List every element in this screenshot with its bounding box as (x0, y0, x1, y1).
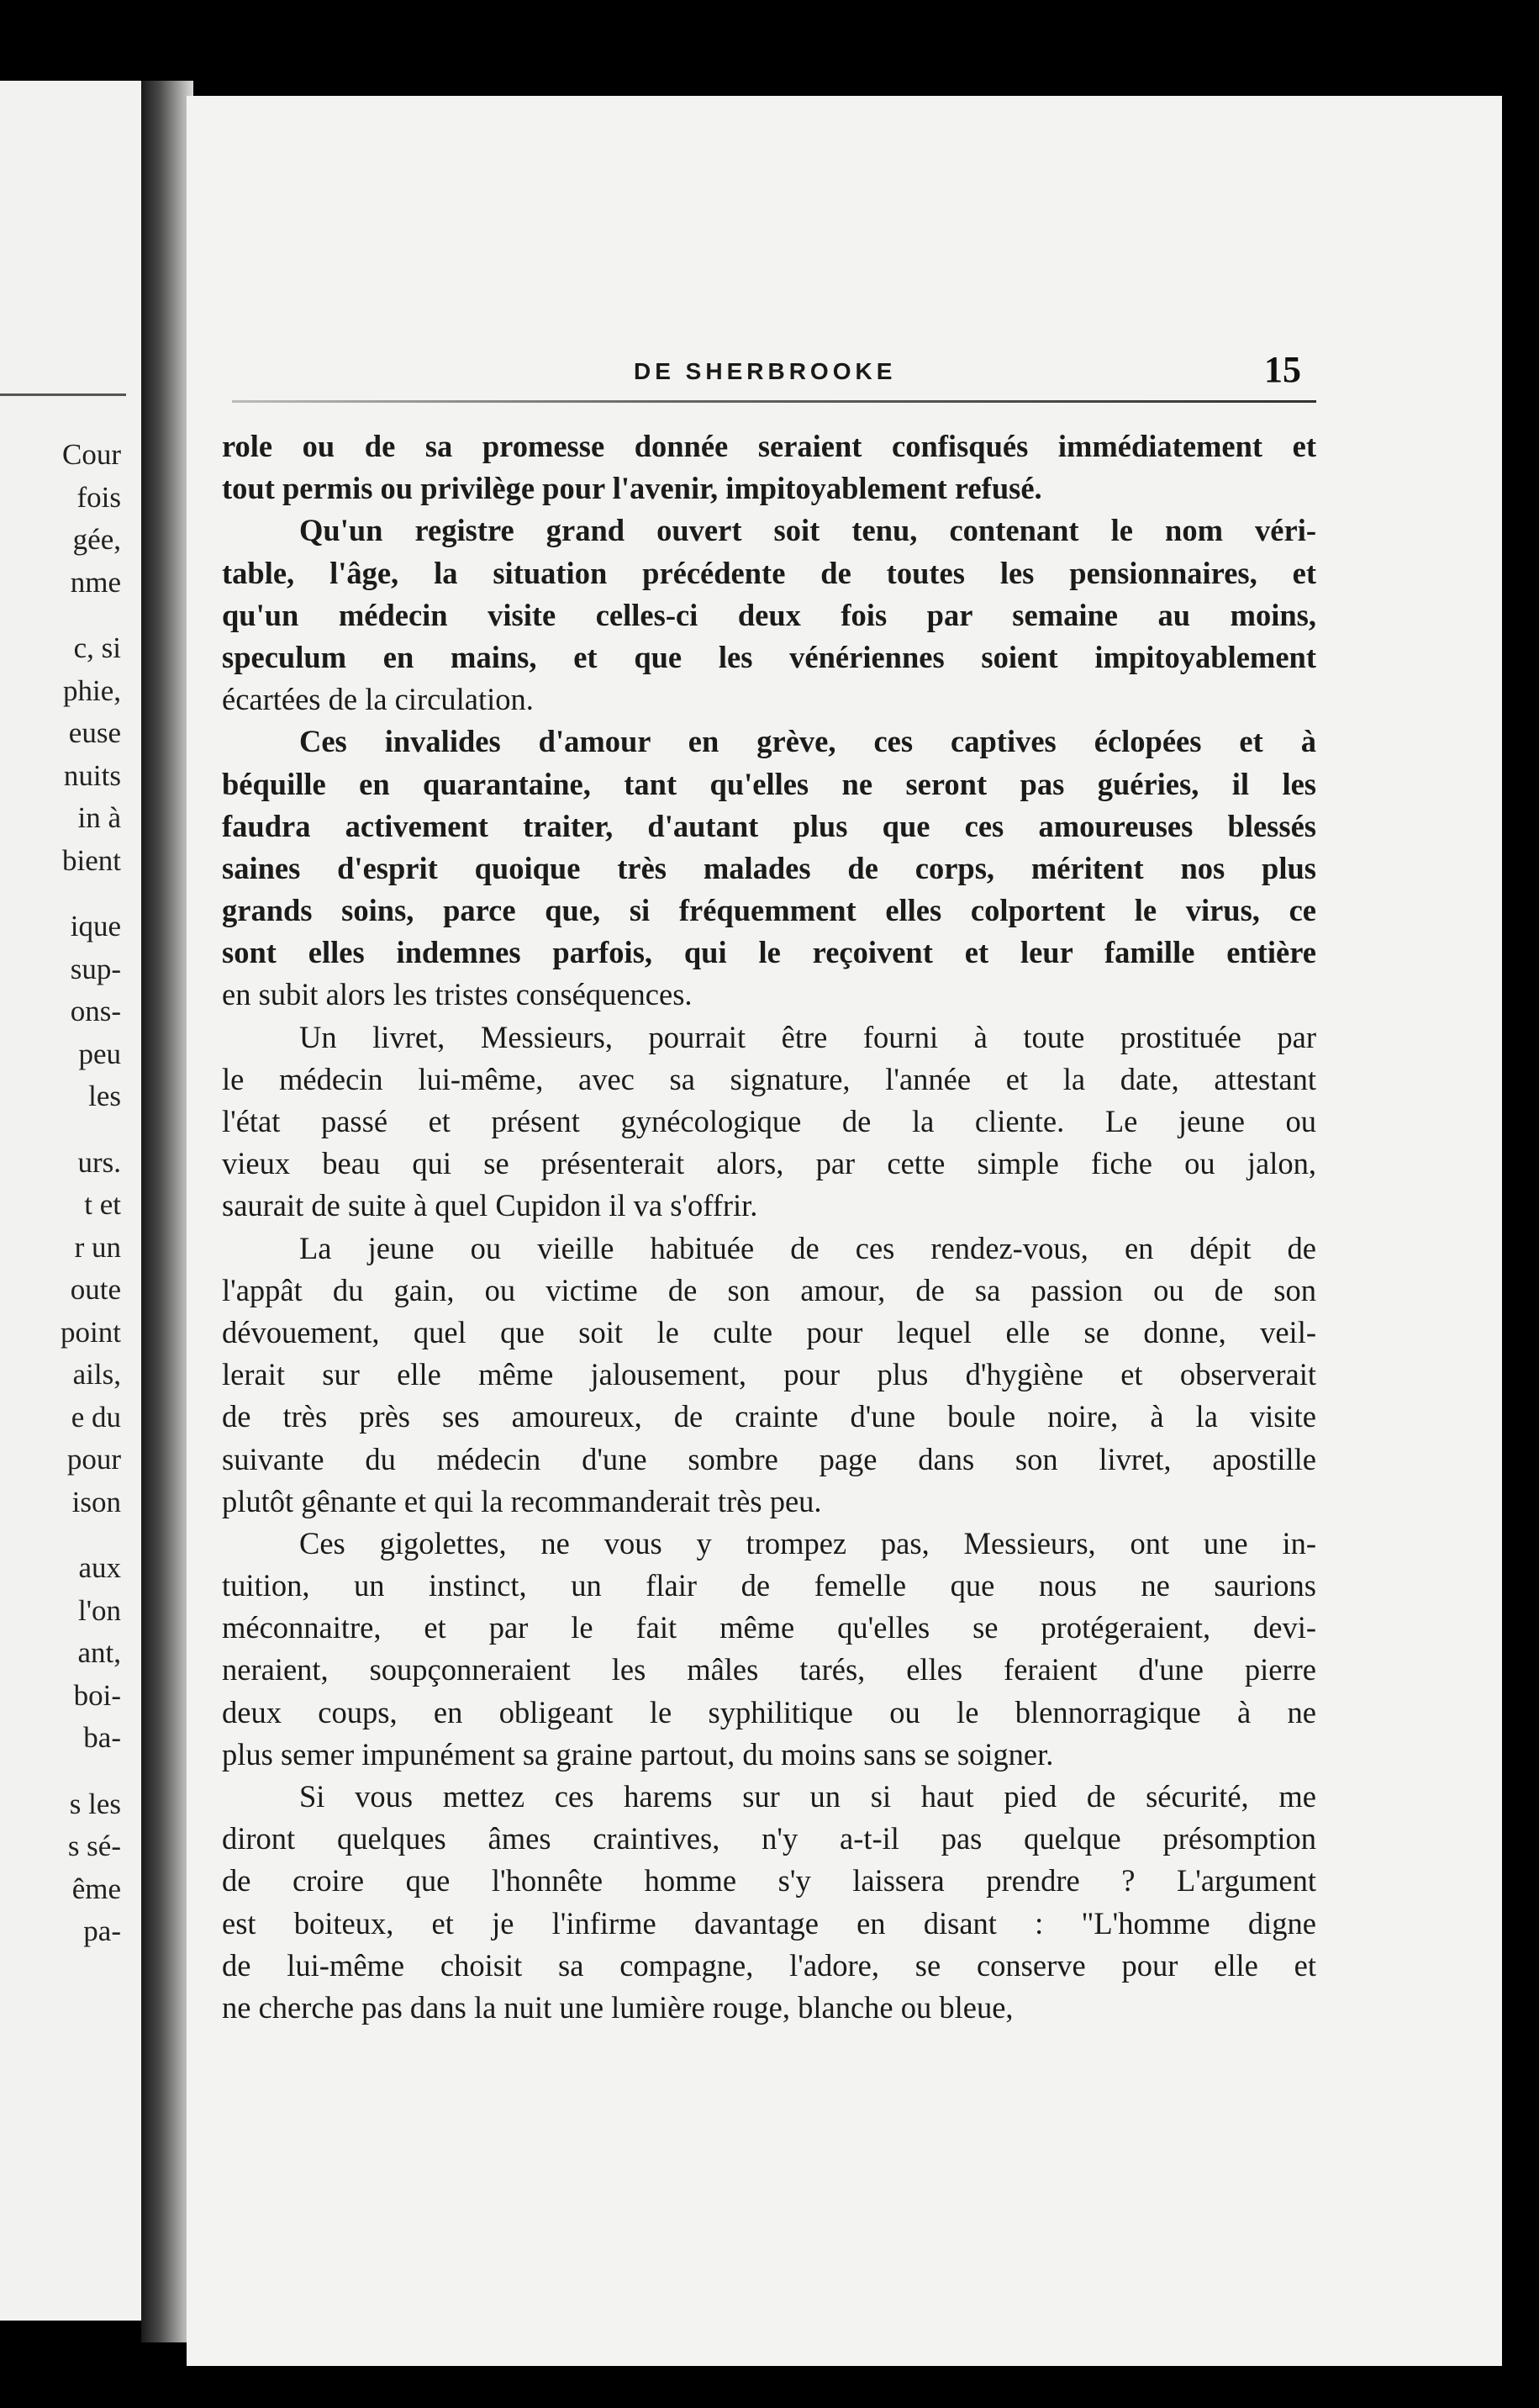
text-line: sont elles indemnes parfois, qui le reçoivent et leur famille entière (222, 935, 1316, 970)
text-line: Ces gigolettes, ne vous y trompez pas, Messieurs, ont une in- (299, 1525, 1316, 1560)
previous-page-line-fragment: gée, (72, 523, 121, 556)
previous-page-line-fragment: les (88, 1080, 121, 1112)
text-line: Un livret, Messieurs, pourrait être fourni à toute prostituée par (299, 1019, 1316, 1054)
text-line: vieux beau qui se présenterait alors, par cette simple fiche ou jalon, (222, 1146, 1316, 1181)
text-line: l'état passé et présent gynécologique de la cliente. Le jeune ou (222, 1104, 1316, 1138)
previous-page-line-fragment: l'on (77, 1593, 121, 1627)
text-line: role ou de sa promesse donnée seraient confisqués immédiatement et (222, 429, 1316, 463)
text-line: tuition, un instinct, un flair de femelle que nous ne saurions (222, 1568, 1316, 1603)
previous-page-line-fragment: boi- (73, 1678, 121, 1712)
text-line: de très près ses amoureux, de crainte d'une boule noire, à la visite (222, 1399, 1316, 1434)
paragraph (222, 1776, 1316, 2029)
text-line: deux coups, en obligeant le syphilitique ou le blennorragique à ne (222, 1694, 1316, 1729)
previous-page-line-fragment: s sé- (67, 1830, 121, 1862)
previous-page-line-fragment: bient (62, 843, 121, 877)
previous-page-line-fragment: nuits (63, 758, 121, 792)
previous-page-line-fragment: pour (66, 1443, 121, 1476)
previous-page-line-fragment: e du (71, 1400, 121, 1434)
text-line: méconnaitre, et par le fait même qu'elles se protégeraient, devi- (222, 1610, 1316, 1645)
running-header-title: DE SHERBROOKE (634, 358, 897, 384)
previous-page-line-fragment: pa- (83, 1914, 121, 1947)
page-number: 15 (1264, 349, 1301, 390)
previous-page-line-fragment: point (61, 1315, 121, 1349)
body-text (222, 425, 1316, 2029)
paragraph (222, 510, 1316, 721)
current-page (187, 96, 1502, 2366)
header-rule (232, 400, 1316, 403)
previous-page-line-fragment: ails, (72, 1358, 121, 1391)
text-line: diront quelques âmes craintives, n'y a-t-il pas quelque présomption (222, 1821, 1316, 1856)
previous-page-line-fragment: fois (76, 480, 121, 514)
text-line: speculum en mains, et que les vénériennes soient impitoyablement (222, 639, 1316, 674)
text-line: béquille en quarantaine, tant qu'elles ne seront pas guéries, il les (222, 766, 1316, 801)
text-line: Ces invalides d'amour en grève, ces captives éclopées et à (299, 724, 1316, 759)
previous-page-line-fragment: euse (68, 716, 121, 749)
text-line: neraient, soupçonneraient les mâles tarés, elles feraient d'une pierre (222, 1652, 1316, 1687)
text-line: qu'un médecin visite celles-ci deux fois par semaine au moins, (222, 597, 1316, 632)
text-line: en subit alors les tristes conséquences. (222, 977, 693, 1012)
previous-page-text-fragments (0, 434, 121, 1953)
previous-page-line-fragment: peu (78, 1037, 121, 1070)
previous-page-paragraph-gap (0, 1760, 121, 1783)
text-line: La jeune ou vieille habituée de ces rendez-vous, en dépit de (299, 1230, 1316, 1265)
previous-page-line-fragment: ison (71, 1485, 121, 1518)
previous-page-line-fragment: ant, (77, 1636, 121, 1669)
paragraph (222, 425, 1316, 510)
previous-page-line-fragment: c, si (73, 631, 121, 664)
previous-page-line-fragment: ême (71, 1872, 121, 1905)
previous-page-paragraph-gap (0, 1523, 121, 1547)
text-line: le médecin lui-même, avec sa signature, l'année et la date, attestant (222, 1061, 1316, 1096)
previous-page-line-fragment: oute (70, 1273, 121, 1306)
text-line: est boiteux, et je l'infirme davantage en disant : "L'homme digne (222, 1905, 1316, 1941)
text-line: de croire que l'honnête homme s'y laissera prendre ? L'argument (222, 1863, 1316, 1898)
previous-page-line-fragment: aux (78, 1551, 121, 1584)
text-line: faudra activement traiter, d'autant plus que ces amoureuses blessés (222, 808, 1316, 843)
previous-page-line-fragment: ons- (70, 995, 121, 1027)
text-line: tout permis ou privilège pour l'avenir, impitoyablement refusé. (222, 471, 1042, 506)
text-line: Si vous mettez ces harems sur un si haut pied de sécurité, me (299, 1779, 1316, 1814)
text-line: Qu'un registre grand ouvert soit tenu, contenant le nom véri- (299, 513, 1316, 548)
paragraph (222, 1228, 1316, 1523)
text-line: écartées de la circulation. (222, 682, 534, 717)
text-line: grands soins, parce que, si fréquemment elles colportent le virus, ce (222, 893, 1316, 928)
text-line: saurait de suite à quel Cupidon il va s'offrir. (222, 1188, 758, 1223)
previous-page-line-fragment: ique (70, 910, 121, 943)
previous-page-paragraph-gap (0, 604, 121, 627)
text-line: dévouement, quel que soit le culte pour lequel elle se donne, veil- (222, 1314, 1316, 1349)
book-gutter-shadow (141, 81, 193, 2342)
text-line: de lui-même choisit sa compagne, l'adore, se conserve pour elle et (222, 1947, 1316, 1983)
text-line: l'appât du gain, ou victime de son amour, de sa passion ou de son (222, 1272, 1316, 1307)
previous-page-line-fragment: s les (69, 1787, 121, 1820)
previous-page-line-fragment: t et (84, 1188, 121, 1221)
previous-page-line-fragment: urs. (77, 1145, 121, 1179)
text-line: suivante du médecin d'une sombre page dans son livret, apostille (222, 1441, 1316, 1476)
previous-page-header-rule (0, 393, 126, 396)
previous-page-paragraph-gap (0, 1118, 121, 1142)
previous-page-line-fragment: Cour (62, 438, 121, 471)
paragraph (222, 721, 1316, 1016)
text-line: lerait sur elle même jalousement, pour plus d'hygiène et observerait (222, 1357, 1316, 1392)
previous-page (0, 81, 153, 2321)
previous-page-line-fragment: ba- (83, 1721, 121, 1754)
previous-page-line-fragment: phie, (62, 673, 121, 707)
paragraph (222, 1017, 1316, 1228)
previous-page-line-fragment: r un (74, 1230, 121, 1264)
previous-page-paragraph-gap (0, 882, 121, 906)
previous-page-line-fragment: nme (70, 565, 121, 599)
text-line: saines d'esprit quoique très malades de corps, méritent nos plus (222, 850, 1316, 885)
paragraph (222, 1523, 1316, 1776)
text-line: plus semer impunément sa graine partout, du moins sans se soigner. (222, 1736, 1054, 1772)
previous-page-line-fragment: in à (77, 801, 121, 834)
previous-page-line-fragment: sup- (70, 952, 121, 985)
text-line: ne cherche pas dans la nuit une lumière rouge, blanche ou bleue, (222, 1989, 1014, 2025)
text-line: table, l'âge, la situation précédente de toutes les pensionnaires, et (222, 555, 1316, 590)
text-line: plutôt gênante et qui la recommanderait très peu. (222, 1483, 822, 1518)
